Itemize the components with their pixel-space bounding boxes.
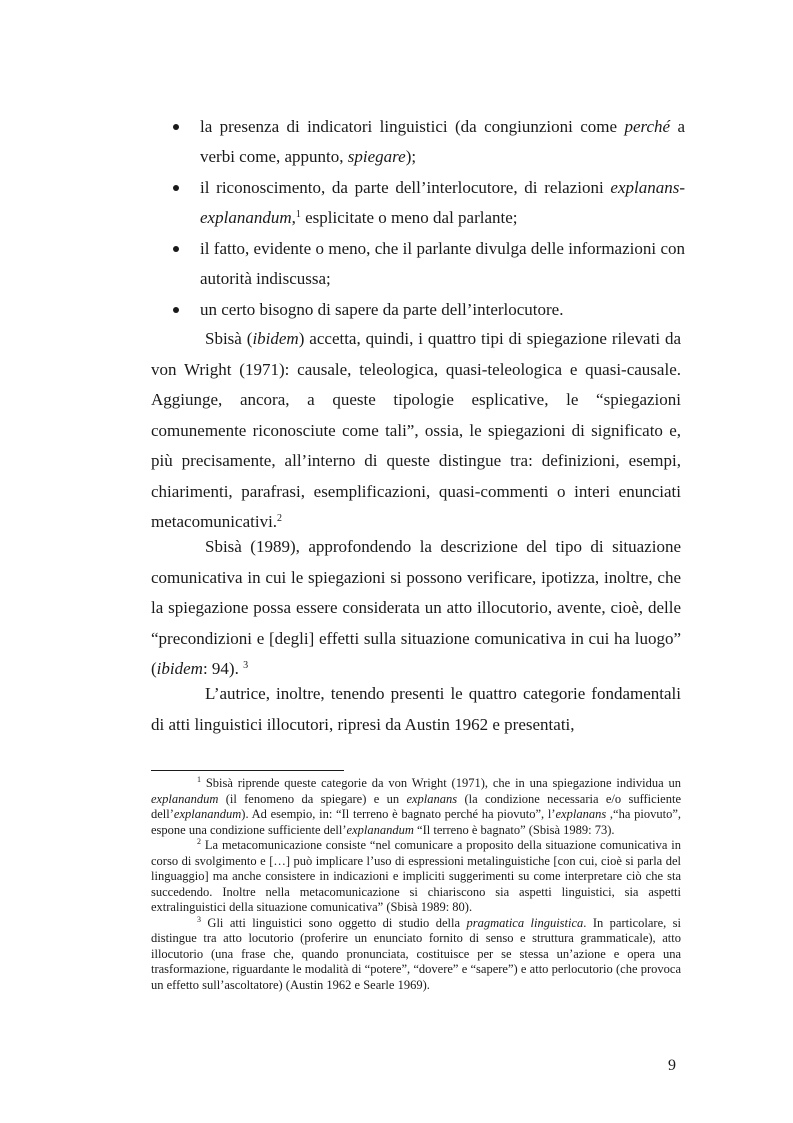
bullet-item	[160, 234, 685, 294]
footnote-text: (il fenomeno da spiegare) e un	[218, 791, 407, 806]
paragraph-text: ) accetta, quindi, i quattro tipi di spiegazione rilevati da von Wright (1971): causale, teleologica, quasi-teleologica e quasi-causale. Aggiunge, ancora, a queste tipologie esplicative, le “spiegazioni comunemente riconosciute come tali”, ossia, le spiegazioni di significato e, più precisamente, all’interno di queste distingue tra: definizioni, esempi, chiarimenti, parafrasi, esemplificazioni, quasi-commenti o interi enunciati metacomunicativi.	[151, 329, 682, 531]
footnote-text: La metacomunicazione consiste “nel comunicare a proposito della situazione comunicativa in corso di svolgimento e […] può implicare l’uso di espressioni metalinguistiche [con cui, cioè si parla del linguaggio] ma anche consistere in indicazioni e impliciti suggerimenti su come interpretare ciò che sta succedendo. Inoltre nella metacomunicazione si chiariscono sia aspetti linguistici, sia aspetti extralinguistici della situazione comunicativa” (Sbisà 1989: 80).	[151, 838, 681, 914]
footnote-1	[151, 776, 681, 838]
footnote-3	[151, 916, 681, 994]
bullet-text: );	[405, 147, 417, 166]
paragraph	[151, 679, 681, 740]
footnote-ref: 2	[277, 513, 283, 524]
paragraph-text: Sbisà (1989), approfondendo la descrizione del tipo di situazione comunicativa in cui le spiegazioni si possono verificare, ipotizza, inoltre, che la spiegazione possa essere considerata un atto illocutorio, avente, cioè, delle “precondizioni e [degli] effetti sulla situazione comunicativa in cui ha luogo” (	[151, 537, 681, 678]
footnote-ref: 3	[243, 660, 249, 671]
italic-term: explanandum	[151, 791, 219, 806]
paragraph-text: Sbisà (	[205, 329, 253, 348]
footnote-text: Gli atti linguistici sono oggetto di studio della	[201, 915, 467, 930]
italic-term: explanans-explanandum	[200, 178, 685, 227]
bullet-item	[160, 112, 685, 172]
footnote-separator	[151, 770, 344, 771]
bullet-text: il fatto, evidente o meno, che il parlante divulga delle informazioni con autorità indiscussa;	[200, 239, 685, 288]
paragraph	[151, 532, 681, 685]
italic-term: ibidem	[252, 329, 299, 348]
bullet-text: esplicitate o meno dal parlante;	[300, 208, 518, 227]
italic-term: explanandum	[346, 822, 414, 837]
paragraph-text: L’autrice, inoltre, tenendo presenti le quattro categorie fondamentali di atti linguistici illocutori, ripresi da Austin 1962 e presentati,	[151, 684, 681, 734]
bullet-item: il riconoscimento, da parte dell’interlocutore, di relazioni explanans-explanandum,$^1$ esplicitate o meno dal parlante;	[160, 173, 685, 233]
footnote-2	[151, 838, 681, 916]
bullet-dot-icon	[173, 185, 179, 191]
footnote-number: 2	[197, 837, 201, 846]
bullet-dot-icon	[173, 124, 179, 130]
italic-term: explanandum	[173, 807, 242, 821]
bullet-dot-icon	[173, 307, 179, 313]
italic-term: spiegare	[347, 147, 406, 166]
footnotes	[151, 776, 681, 993]
footnote-text: Sbisà riprende queste categorie da von Wright (1971), che in una spiegazione individua un	[201, 776, 681, 790]
paragraph	[151, 324, 681, 538]
italic-term: pragmatica linguistica	[466, 915, 584, 930]
bullet-text: il riconoscimento, da parte dell’interlocutore, di relazioni	[200, 178, 611, 197]
italic-term: ibidem	[156, 659, 203, 678]
footnote-number: 3	[197, 914, 201, 924]
italic-term: explanans	[555, 807, 607, 821]
bullet-text: la presenza di indicatori linguistici (da congiunzioni come	[200, 117, 625, 136]
footnote-text: ). Ad esempio, in: “Il terreno è bagnato perché ha piovuto”, l’	[241, 807, 556, 821]
bullet-item	[160, 295, 685, 325]
footnote-text: . In particolare, si distingue tra atto locutorio (proferire un enunciato fornito di senso e struttura grammaticale), atto illocutorio (una frase che, quando pronunciata, costituisce per se stessa un’azione e opera una trasformazione, riguardante le modalità di “potere”, “dovere” e “sapere”) e atto perlocutorio (che provoca un effetto sull’ascoltatore) (Austin 1962 e Searle 1969).	[151, 915, 682, 992]
footnote-ref: 1	[295, 209, 301, 220]
footnote-text: “Il terreno è bagnato” (Sbisà 1989: 73).	[413, 822, 615, 837]
bullet-dot-icon	[173, 246, 179, 252]
footnote-text: (la condizione necessaria e/o sufficiente dell’	[151, 791, 681, 821]
bullet-text: a verbi come, appunto,	[200, 117, 685, 166]
footnote-text: ,“ha piovuto”, espone una condizione sufficiente dell’	[151, 807, 681, 837]
bullet-list	[160, 112, 685, 326]
italic-term: perché	[624, 117, 671, 136]
paragraph-text: : 94).	[202, 659, 244, 678]
italic-term: explanans	[406, 791, 458, 806]
footnote-number: 1	[197, 775, 201, 784]
page-number: 9	[668, 1057, 676, 1074]
bullet-text: un certo bisogno di sapere da parte dell’interlocutore.	[200, 300, 564, 319]
